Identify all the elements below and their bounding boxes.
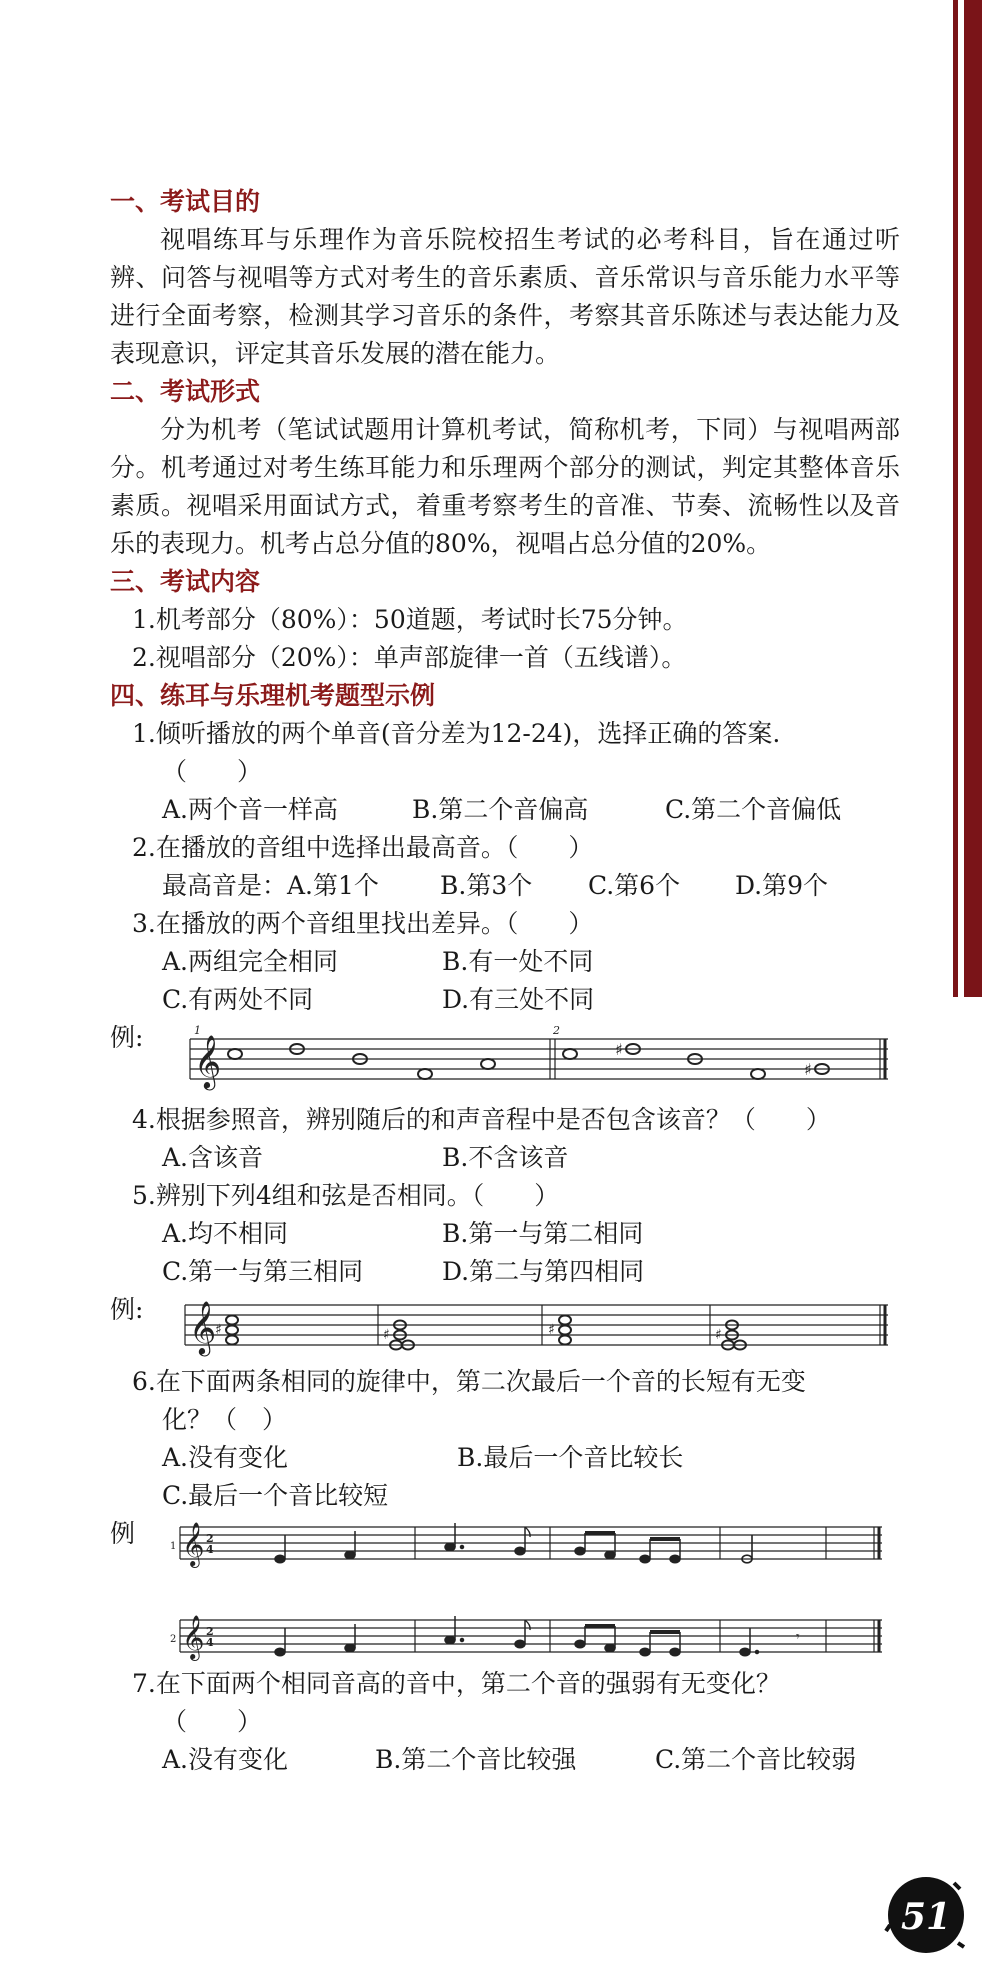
svg-text:♯: ♯ [548, 1322, 555, 1338]
svg-text:2: 2 [553, 1024, 560, 1037]
option-a: A.两个音一样高 [162, 795, 339, 824]
section-heading-purpose: 一、考试目的 [110, 187, 261, 216]
option-b: B.第3个 [440, 871, 533, 900]
question-6-options-ab [110, 1439, 900, 1477]
question-1-blank: （ ） [162, 757, 263, 786]
question-4-options [110, 1139, 900, 1177]
option-b: B.第二个音偏高 [412, 795, 589, 824]
option-d: D.第二与第四相同 [442, 1257, 645, 1286]
section-heading-content: 三、考试内容 [110, 567, 261, 596]
format-paragraph: 分为机考（笔试试题用计算机考试，简称机考，下同）与视唱两部分。机考通过对考生练耳能力和乐理两个部分的测试，判定其整体音乐素质。视唱采用面试方式，着重考察考生的音准、节奏、流畅性以及音乐的表现力。机考占总分值的80%，视唱占总分值的20%。 [110, 415, 900, 558]
purpose-paragraph: 视唱练耳与乐理作为音乐院校招生考试的必考科目，旨在通过听辨、问答与视唱等方式对考生的音乐素质、音乐常识与音乐能力水平等进行全面考察，检测其学习音乐的条件，考察其音乐陈述与表达能力及表现意识，评定其音乐发展的潜在能力。 [110, 225, 900, 368]
staff-notation-2 [110, 1291, 900, 1363]
example-staff-melody [110, 1019, 900, 1101]
right-edge-stripe [953, 0, 958, 997]
option-b: B.第一与第二相同 [442, 1219, 644, 1248]
question-6: 6.在下面两条相同的旋律中，第二次最后一个音的长短有无变 [132, 1367, 806, 1396]
question-1: 1.倾听播放的两个单音(音分差为12-24)，选择正确的答案. [132, 719, 781, 748]
option-a: A.含该音 [162, 1143, 264, 1172]
svg-text:𝄞: 𝄞 [182, 1615, 205, 1659]
option-a: A.两组完全相同 [162, 947, 339, 976]
example-staff-chords [110, 1291, 900, 1363]
option-d: D.第9个 [735, 871, 829, 900]
example-label: 例 [110, 1519, 136, 1548]
staff-notation-3 [110, 1515, 900, 1665]
option-b: B.不含该音 [442, 1143, 569, 1172]
content-item-2: 2.视唱部分（20%）：单声部旋律一首（五线谱）。 [132, 643, 687, 672]
question-5-options-ab [110, 1215, 900, 1253]
content-item-1: 1.机考部分（80%）：50道题，考试时长75分钟。 [132, 605, 688, 634]
option-a: 最高音是：A.第1个 [162, 871, 379, 900]
option-c: C.第二个音比较弱 [655, 1745, 857, 1774]
option-a: A.没有变化 [162, 1745, 289, 1774]
svg-text:𝄞: 𝄞 [194, 1034, 222, 1088]
section-heading-format: 二、考试形式 [110, 377, 261, 406]
question-5: 5.辨别下列4组和弦是否相同。（ ） [132, 1181, 560, 1210]
section-heading-examples: 四、练耳与乐理机考题型示例 [110, 681, 436, 710]
svg-text:♯: ♯ [215, 1322, 222, 1338]
question-3: 3.在播放的两个音组里找出差异。（ ） [132, 909, 594, 938]
option-d: D.有三处不同 [442, 985, 595, 1014]
question-3-options-cd [110, 981, 900, 1019]
question-7: 7.在下面两个相同音高的音中，第二个音的强弱有无变化？ [132, 1669, 781, 1698]
question-1-options [110, 791, 900, 829]
question-2-options [110, 867, 900, 905]
svg-text:♯: ♯ [804, 1060, 812, 1079]
svg-text:𝄾: 𝄾 [796, 1629, 800, 1645]
option-c: C.第一与第三相同 [162, 1257, 364, 1286]
question-7-blank: （ ） [162, 1707, 263, 1736]
page-number: 51 [900, 1896, 952, 1938]
question-3-options-ab [110, 943, 900, 981]
option-c: C.第二个音偏低 [665, 795, 842, 824]
option-c: C.第6个 [588, 871, 681, 900]
option-c: C.有两处不同 [162, 985, 314, 1014]
staff-notation-1 [110, 1019, 900, 1101]
svg-text:♯: ♯ [383, 1327, 390, 1343]
option-c: C.最后一个音比较短 [162, 1481, 389, 1510]
question-4: 4.根据参照音，辨别随后的和声音程中是否包含该音？（ ） [132, 1105, 831, 1134]
svg-text:♯: ♯ [615, 1040, 623, 1059]
svg-text:4: 4 [206, 1543, 214, 1556]
svg-text:4: 4 [206, 1636, 214, 1649]
example-label: 例: [110, 1295, 144, 1324]
option-b: B.有一处不同 [442, 947, 594, 976]
example-staff-rhythm [110, 1515, 900, 1665]
page-number-badge [884, 1873, 968, 1957]
option-b: B.第二个音比较强 [375, 1745, 577, 1774]
svg-text:1: 1 [194, 1024, 201, 1037]
example-label: 例: [110, 1023, 144, 1052]
svg-text:2: 2 [206, 1625, 214, 1638]
svg-text:𝄞: 𝄞 [182, 1522, 205, 1566]
question-6-continued: 化？（ ） [162, 1405, 288, 1434]
svg-text:2: 2 [206, 1532, 214, 1545]
question-2: 2.在播放的音组中选择出最高音。（ ） [132, 833, 594, 862]
svg-text:♯: ♯ [715, 1327, 722, 1343]
melody-number-1: 1 [170, 1541, 177, 1552]
option-b: B.最后一个音比较长 [457, 1443, 684, 1472]
right-edge-bar [964, 0, 982, 997]
svg-text:𝄞: 𝄞 [189, 1300, 217, 1354]
question-7-options [110, 1741, 900, 1779]
page-content [110, 183, 900, 1779]
melody-number-2: 2 [170, 1634, 177, 1645]
question-5-options-cd [110, 1253, 900, 1291]
option-a: A.没有变化 [162, 1443, 289, 1472]
option-a: A.均不相同 [162, 1219, 289, 1248]
